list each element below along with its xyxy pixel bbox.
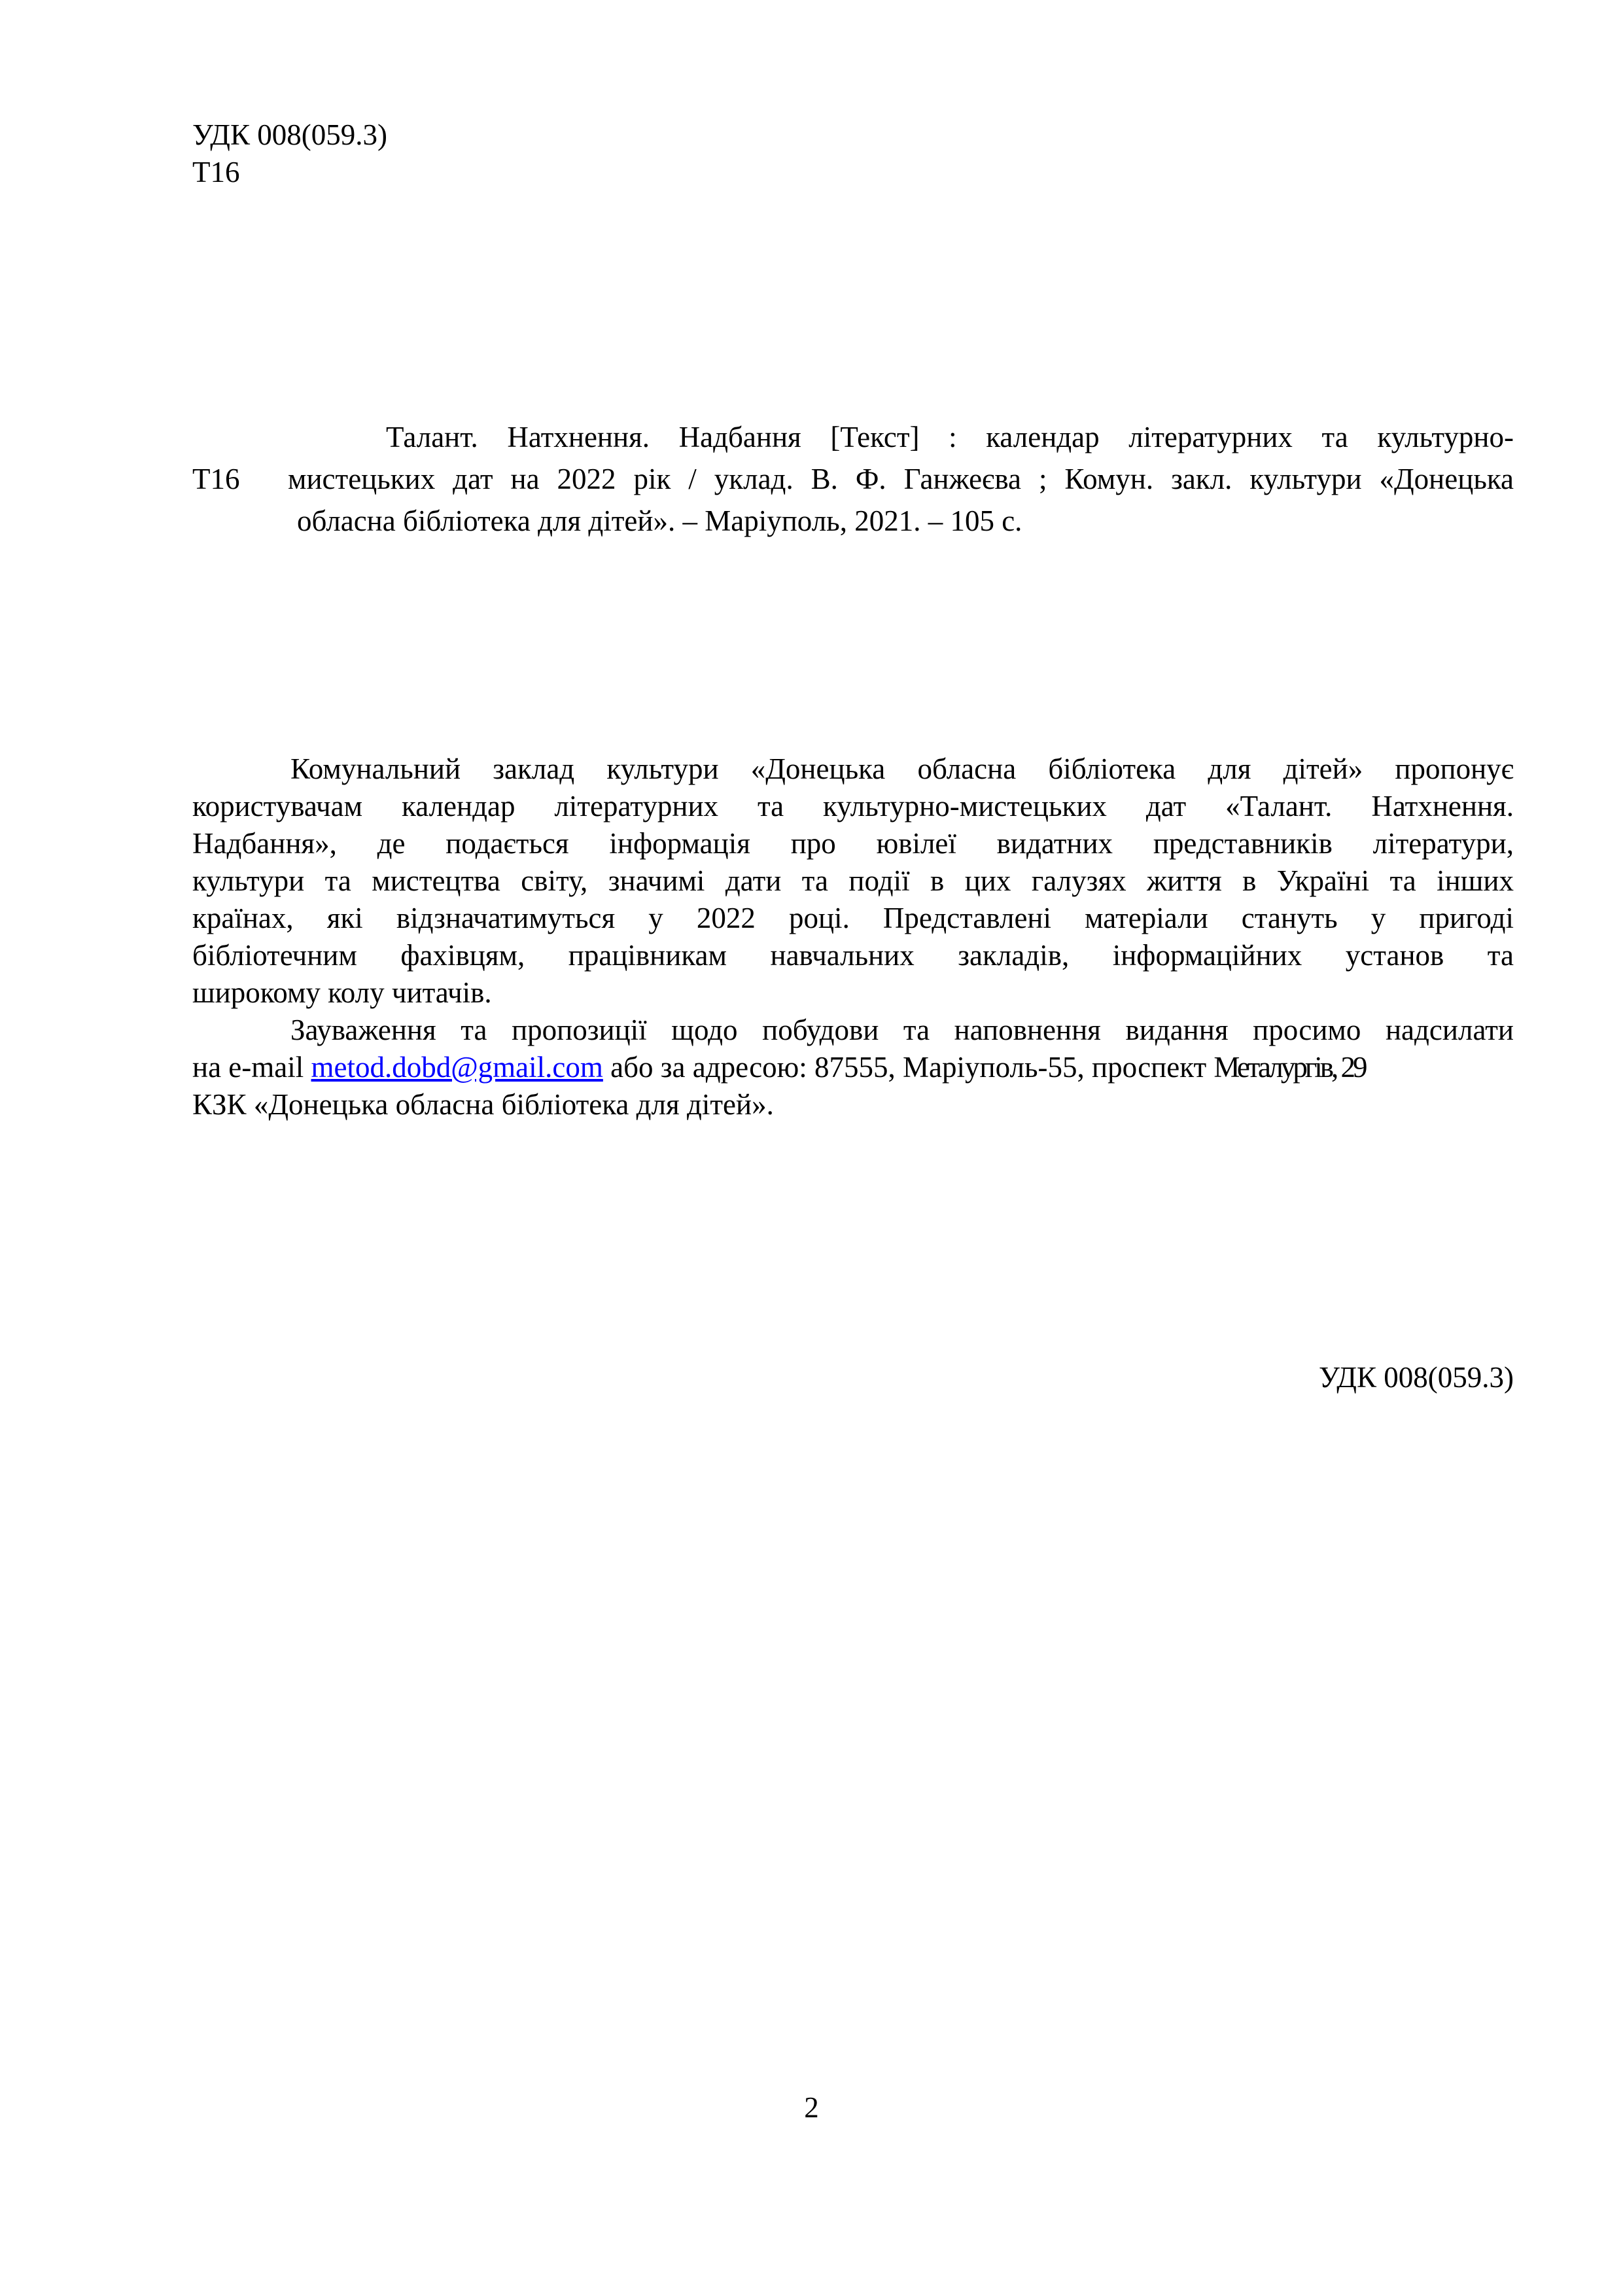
annotation-line: широкому колу читачів. xyxy=(192,976,492,1009)
email-link[interactable]: metod.dobd@gmail.com xyxy=(311,1051,603,1084)
annotation-line: Комунальний заклад культури «Донецька обласна бібліотека для дітей» пропонує xyxy=(290,752,1514,785)
udk-footer: УДК 008(059.3) xyxy=(1319,1361,1514,1394)
contact-line: Зауваження та пропозиції щодо побудови та наповнення видання просимо надсилати xyxy=(290,1014,1514,1046)
annotation xyxy=(192,751,1514,1123)
catalog-line-2: мистецьких дат на 2022 рік / уклад. В. Ф. Ганжеєва ; Комун. закл. культури «Донецька xyxy=(288,463,1514,495)
street-address: Металургів, 29 xyxy=(1213,1051,1365,1084)
catalog-author-mark: Т16 xyxy=(192,463,240,495)
page-number: 2 xyxy=(804,2091,819,2124)
annotation-line: країнах, які відзначатимуться у 2022 році. Представлені матеріали стануть у пригоді xyxy=(192,902,1514,934)
udk-header xyxy=(192,116,387,191)
annotation-line: бібліотечним фахівцям, працівникам навчальних закладів, інформаційних установ та xyxy=(192,939,1514,972)
annotation-line: користувачам календар літературних та культурно-мистецьких дат «Талант. Натхнення. xyxy=(192,790,1514,822)
catalog-line-1: Талант. Натхнення. Надбання [Текст] : календар літературних та культурно- xyxy=(386,421,1514,453)
catalog-line-3: обласна бібліотека для дітей». – Маріуполь, 2021. – 105 с. xyxy=(297,504,1022,537)
contact-line xyxy=(192,1049,1514,1086)
annotation-line: Надбання», де подається інформація про ювілеї видатних представників літератури, xyxy=(192,827,1514,860)
udk-code: УДК 008(059.3) xyxy=(192,118,387,151)
annotation-line: культури та мистецтва світу, значимі дати та події в цих галузях життя в Україні та інших xyxy=(192,864,1514,897)
contact-line: КЗК «Донецька обласна бібліотека для дітей». xyxy=(192,1088,774,1121)
contact-middle: або за адресою: 87555, Маріуполь-55, проспект xyxy=(602,1051,1214,1084)
contact-prefix: на e-mail xyxy=(192,1051,311,1084)
author-mark: Т16 xyxy=(192,156,240,188)
